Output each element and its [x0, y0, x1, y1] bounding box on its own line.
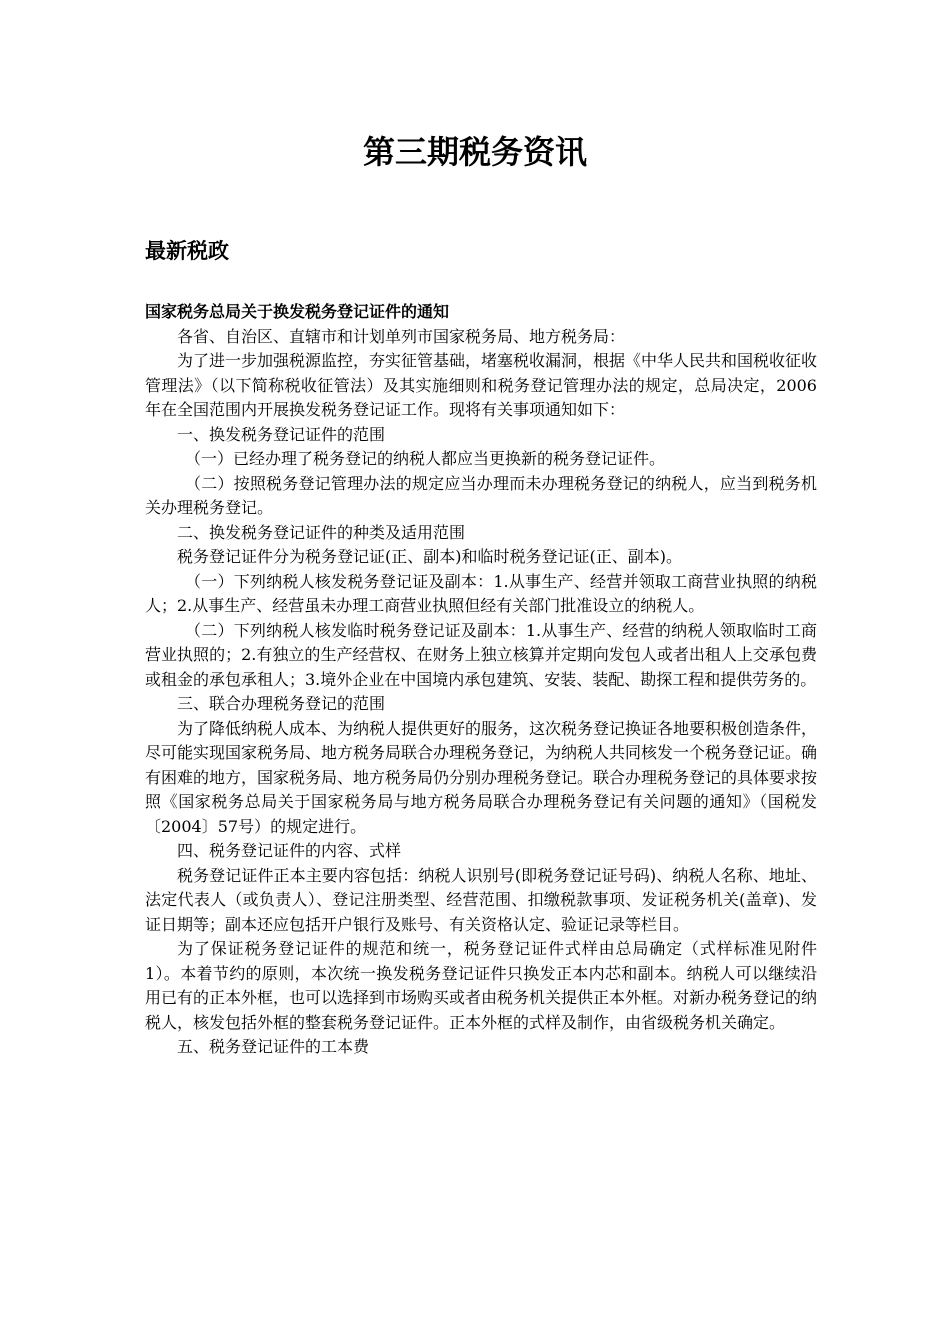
heading-scope: 一、换发税务登记证件的范围	[177, 424, 386, 444]
paragraph-types: 税务登记证件分为税务登记证(正、副本)和临时税务登记证(正、副本)。	[177, 547, 682, 566]
document-title: 第三期税务资讯	[362, 133, 587, 171]
paragraph-scope-2: （二）按照税务登记管理办法的规定应当办理而未办理税务登记的纳税人，应当到税务机关办理税务登记。	[145, 473, 817, 517]
paragraph-format: 为了保证税务登记证件的规范和统一，税务登记证件式样由总局确定（式样标准见附件1）。本着节约的原则，本次统一换发税务登记证件只换发正本内芯和副本。纳税人可以继续沿用已有的正本外框，也可以选择到市场购买或者由税务机关提供正本外框。对新办税务登记的纳税人，核发包括外框的整套税务登记证件。正本外框的式样及制作，由省级税务机关确定。	[145, 939, 818, 1032]
heading-joint-registration: 三、联合办理税务登记的范围	[177, 694, 386, 713]
heading-fees: 五、税务登记证件的工本费	[177, 1037, 370, 1056]
paragraph-scope-1: （一）已经办理了税务登记的纳税人都应当更换新的税务登记证件。	[185, 449, 666, 468]
section-heading: 最新税政	[145, 239, 229, 263]
paragraph-types-2: （二）下列纳税人核发临时税务登记证及副本：1.从事生产、经营的纳税人领取临时工商营业执照的；2.有独立的生产经营权、在财务上独立核算并定期向发包人或者出租人上交承包费或租金的承包承租人；3.境外企业在中国境内承包建筑、安装、装配、勘探工程和提供劳务的。	[145, 620, 817, 689]
paragraph-content: 税务登记证件正本主要内容包括：纳税人识别号(即税务登记证号码)、纳税人名称、地址、法定代表人（或负责人）、登记注册类型、经营范围、扣缴税款事项、发证税务机关(盖章)、发证日期等；副本还应包括开户银行及账号、有关资格认定、验证记录等栏目。	[145, 865, 817, 934]
article	[145, 300, 817, 1060]
paragraph-types-1: （一）下列纳税人核发税务登记证及副本：1.从事生产、经营并领取工商营业执照的纳税人；2.从事生产、经营虽未办理工商营业执照但经有关部门批准设立的纳税人。	[145, 571, 817, 615]
paragraph-joint-registration: 为了降低纳税人成本、为纳税人提供更好的服务，这次税务登记换证各地要积极创造条件，尽可能实现国家税务局、地方税务局联合办理税务登记，为纳税人共同核发一个税务登记证。确有困难的地方，国家税务局、地方税务局仍分别办理税务登记。联合办理税务登记的具体要求按照《国家税务总局关于国家税务局与地方税务局联合办理税务登记有关问题的通知》（国税发〔2004〕57号）的规定进行。	[145, 718, 818, 836]
heading-content-format: 四、税务登记证件的内容、式样	[177, 841, 402, 860]
paragraph-intro: 为了进一步加强税源监控，夯实征管基础，堵塞税收漏洞，根据《中华人民共和国税收征收管理法》（以下简称税收征管法）及其实施细则和税务登记管理办法的规定，总局决定，2006年在全国范围内开展换发税务登记证工作。现将有关事项通知如下：	[145, 351, 818, 419]
article-title: 国家税务总局关于换发税务登记证件的通知	[145, 302, 450, 321]
paragraph-addressees: 各省、自治区、直辖市和计划单列市国家税务局、地方税务局：	[177, 326, 626, 346]
heading-types: 二、换发税务登记证件的种类及适用范围	[177, 522, 466, 542]
